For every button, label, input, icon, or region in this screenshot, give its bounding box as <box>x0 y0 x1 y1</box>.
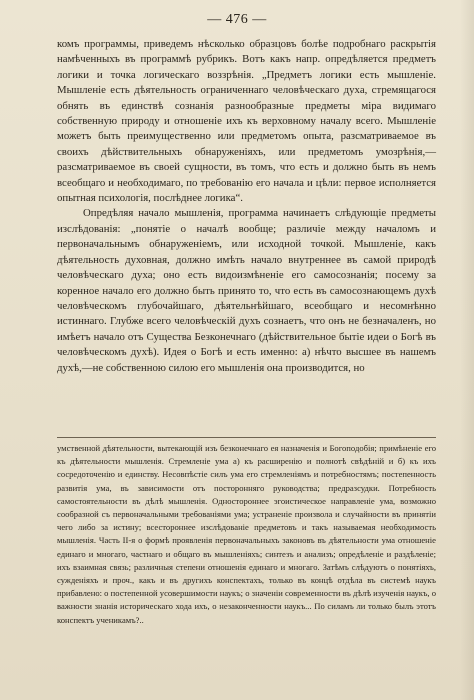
page-number: — 476 — <box>207 12 267 27</box>
paragraph: комъ программы, приведемъ нѣсколько образцовъ болѣе подробнаго раскрытія намѣченныхъ въ программѣ рубрикъ. Вотъ какъ напр. опредѣляется предметъ логики и точка логическаго воззрѣнія. „Предметъ логики есть мышленіе. Мышленіе есть дѣятельность ограниченнаго человѣческаго духа, стремящагося обнять въ единствѣ сознанія разнообразные предметы міра видимаго собственную природу и отношеніе ихъ къ верховному началу всего. Мышленіе можетъ быть преимущественно или предметомъ опыта, разсматриваемое въ своихъ дѣйствительныхъ обнаруженіяхъ, или предметомъ умозрѣнія,—разсматриваемое въ своей сущности, въ томъ, что есть и должно быть въ немъ всеобщаго и необходимаго, по требованію его начала и цѣли: первое исполняется опытная психологія, послѣднее логика“. <box>57 38 436 205</box>
footnote-divider <box>57 437 436 438</box>
main-text <box>57 37 436 376</box>
paragraph: Опредѣляя начало мышленія, программа начинаетъ слѣдующіе предметы изслѣдованія: „понятіе о началѣ вообще; различіе между началомъ и первоначальнымъ обнаруженіемъ, или исходной точкой. Мышленіе, какъ дѣятельность духовная, должно имѣть начало внутреннее въ самой природѣ человѣческаго духа; оно есть видоизмѣненіе его самосознанія; посему за коренное начало его должно быть принято то, что есть въ самосознающемъ духѣ человѣческомъ глубочайшаго, дѣятельнѣйшаго, всеобщаго и несомнѣнно истиннаго. Глубже всего человѣческій духъ сознаетъ, что онъ не безначаленъ, но имѣетъ начало отъ Существа Безконечнаго (дѣйствительное бытіе идеи о Богѣ въ человѣческомъ духѣ). Идея о Богѣ и есть именно: а) нѣчто высшее въ нашемъ духѣ,—не собственною силою его мышленія она производится, но <box>57 207 436 374</box>
page-edge-shadow <box>460 0 474 700</box>
footnote-paragraph: умственной дѣятельности, вытекающій изъ безконечнаго ея назначенія и Богоподобія; примѣненіе его къ дѣятельности мышленія. Стремленіе ума а) къ расширенію и полнотѣ свѣдѣній и б) къ ихъ сосредоточенію и единству. Несовпѣстіе силъ ума его стремленіямъ и потребностямъ; постепенность развитія ума, въ зависимости отъ посторонняго руководства; предразсудки. Потребность самостоятельности въ дѣлѣ мышленія. Одностороннее эгоистическое направленіе ума, возможно сообразной съ первоначальными требованіями ума; устраненіе произвола и случайности въ принятіи чего либо за истину; всестороннее изслѣдованіе предметовъ и такъ называемая необходимость мышленія. Часть II-я о формѣ проявленія первоначальныхъ законовъ въ дѣятельности ума отношеніе единаго и многаго, частнаго и общаго въ мышленіяхъ; синтезъ и анализъ; опредѣленіе и раздѣленіе; ихъ взаимная связь; различныя степени отношенія единаго и многаго. Затѣмъ слѣдуютъ о понятіяхъ, сужденіяхъ и проч., какъ и въ другихъ конспектахъ, только въ концѣ отдѣла въ системѣ наукъ прибавлено: о постепенной усовершимости наукъ; о значеніи современности въ дѣлѣ изученія наукъ, о важности знанія историческаго хода ихъ, о незаконченности наукъ... По силамъ ли только былъ этотъ конспектъ ученикамъ?.. <box>57 443 436 625</box>
footnote <box>57 442 436 627</box>
